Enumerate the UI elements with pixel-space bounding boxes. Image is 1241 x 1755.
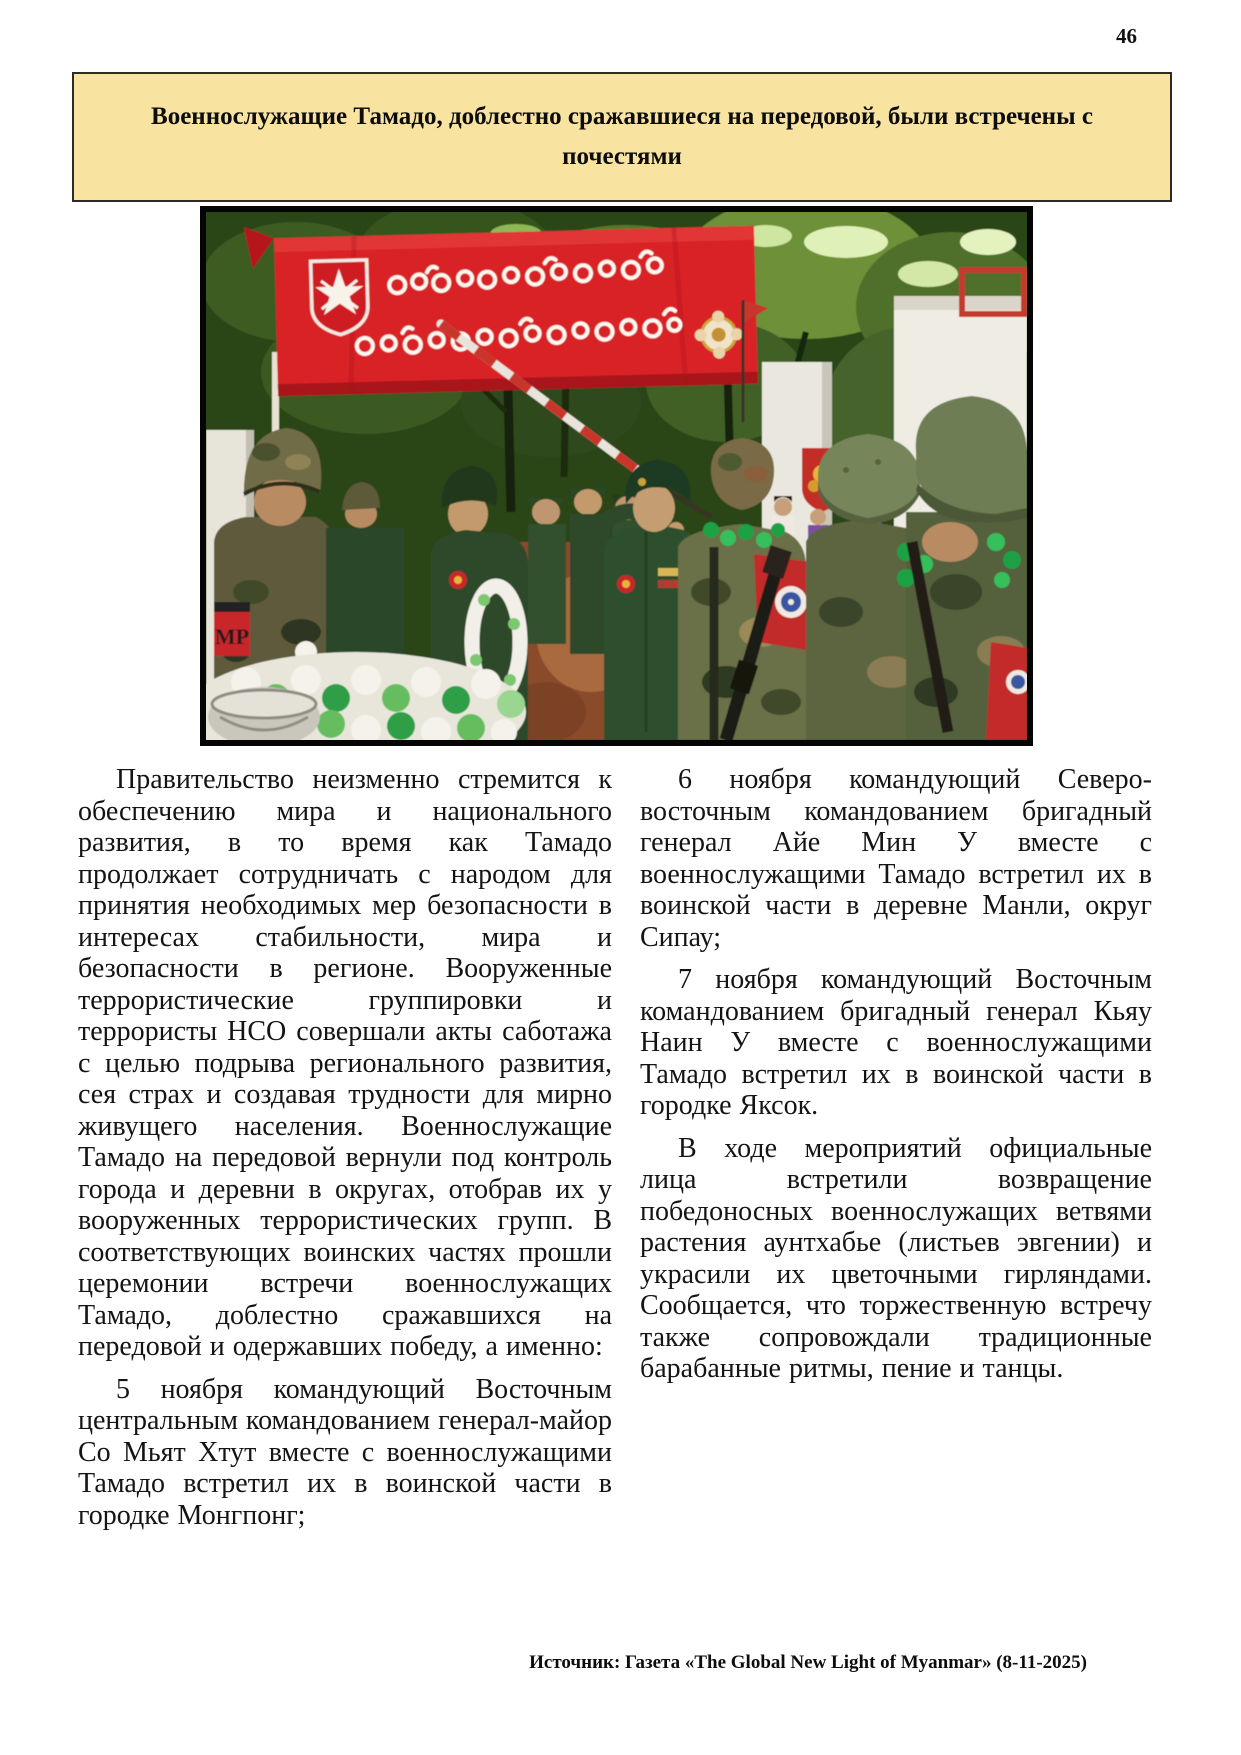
paragraph: 7 ноября командующий Восточным командованием бригадный генерал Кьяу Наин У вместе с военнослужащими Тамадо встретил их в воинской части в городке Яксок. — [640, 964, 1152, 1121]
left-column — [78, 764, 612, 1542]
article-photo — [200, 206, 1033, 746]
article-title-box — [72, 72, 1172, 202]
paragraph: 6 ноября командующий Северо-восточным командованием бригадный генерал Айе Мин У вместе с военнослужащими Тамадо встретил их в воинской части в деревне Манли, округ Сипау; — [640, 764, 1152, 953]
article-title: Военнослужащие Тамадо, доблестно сражавшиеся на передовой, были встречены с почестями — [151, 103, 1093, 170]
silver-bowl — [208, 687, 320, 740]
red-drape-bottom-right — [986, 642, 1027, 740]
helmeted-soldiers-right — [806, 396, 1027, 740]
paragraph: 5 ноября командующий Восточным центральным командованием генерал-майор Со Мьят Хтут вместе с военнослужащими Тамадо встретил их в воинской части в городке Монгпонг; — [78, 1373, 612, 1531]
mp-armband-label: MP — [214, 624, 250, 649]
banner-shield-emblem — [311, 260, 369, 335]
paragraph: Правительство неизменно стремится к обеспечению мира и национального развития, в то время как Тамадо продолжает сотрудничать с народом для принятия необходимых мер безопасности в интересах стабильности, мира и безопасности в регионе. Вооруженные террористические группировки и террористы НСО совершали акты саботажа с целью подрыва регионального развития, сея страх и создавая трудности для мирно живущего населения. Военнослужащие Тамадо на передовой вернули под контроль города и деревни в округах, отобрав их у вооруженных террористических групп. В соответствующих воинских частях прошли церемонии встречи военнослужащих Тамадо, доблестно сражавшихся на передовой и одержавших победу, а именно: — [78, 764, 612, 1362]
source-note: Источник: Газета «The Global New Light of Myanmar» (8-11-2025) — [529, 1652, 1087, 1673]
right-column — [640, 764, 1152, 1542]
article-body — [78, 764, 1152, 1542]
photo-scene — [206, 212, 1027, 740]
page-number: 46 — [1116, 24, 1137, 48]
paragraph: В ходе мероприятий официальные лица встретили возвращение победоносных военнослужащих ветвями растения аунтхабье (листьев эвгении) и украсили их цветочными гирляндами. Сообщается, что торжественную встречу также сопровождали традиционные барабанные ритмы, пение и танцы. — [640, 1132, 1152, 1384]
